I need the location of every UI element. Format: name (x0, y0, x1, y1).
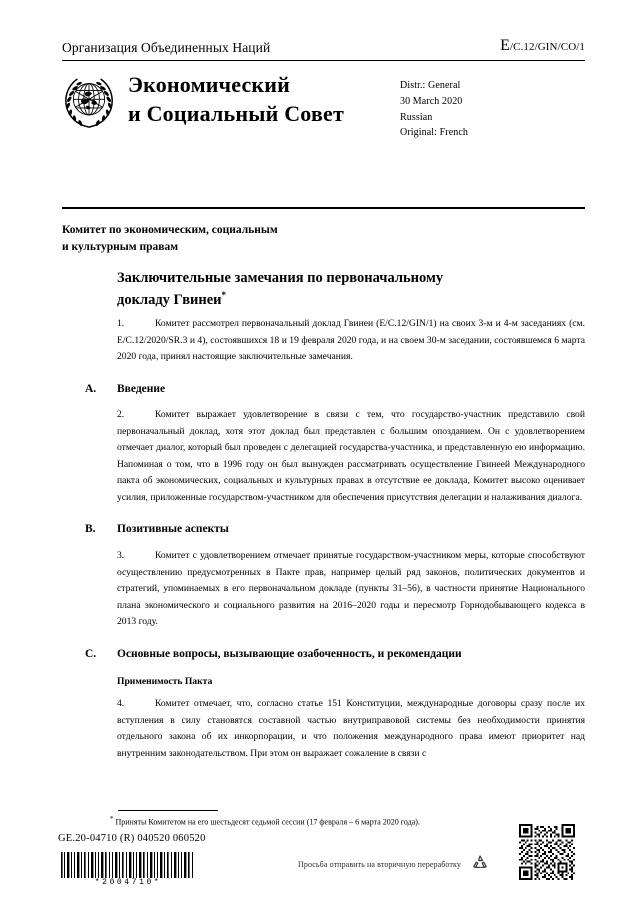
document-symbol-prefix: E (500, 37, 510, 54)
committee-name-line-2: и культурным правам (62, 240, 179, 253)
section-heading-a (62, 382, 585, 397)
recycle-notice: Просьба отправить на вторичную переработку (298, 860, 461, 869)
distribution-line-3: Original: French (400, 127, 468, 139)
section-heading-b (62, 522, 585, 537)
section-label-c: Основные вопросы, вызывающие озабоченность, и рекомендации (117, 647, 462, 660)
committee-name-line-1: Комитет по экономическим, социальным (62, 224, 278, 236)
document-symbol-suffix: /C.12/GIN/CO/1 (509, 41, 585, 53)
document-body (62, 316, 585, 772)
page-title-line-2 (117, 289, 547, 310)
footnote-text: Приняты Комитетом на его шестьдесят седьмой сессии (17 февраля – 6 марта 2020 года). (115, 817, 420, 827)
distribution-block (400, 78, 468, 141)
section-label-b: Позитивные аспекты (117, 523, 229, 536)
section-letter-b: B. (85, 523, 96, 536)
paragraph-number: 2. (117, 409, 125, 421)
page-title-line-2-text: докладу Гвинеи (117, 291, 222, 308)
document-symbol (500, 38, 585, 54)
paragraph-text: Комитет с удовлетворением отмечает принятые государством-участником меры, которые способствуют осуществлению предусмотренных в Пакте прав, например целый ряд законов, политических документов и стратегий, упоминаемых в его первоначальном докладе (пункты 31–56), в частности принятие Национального плана экономического и социального развития на 2016–2020 годы и пересмотр Горнодобывающего кодекса в 2013 году. (117, 550, 585, 628)
organization-name: Организация Объединенных Наций (62, 39, 271, 55)
committee-name (62, 222, 402, 255)
paragraph (62, 407, 585, 506)
ge-reference: GE.20-04710 (R) 040520 060520 (58, 833, 206, 844)
distribution-line-0: Distr.: General (400, 80, 461, 91)
masthead-title (128, 70, 378, 128)
un-emblem (60, 72, 118, 130)
recycling-icon (470, 853, 490, 873)
section-label-a: Введение (117, 382, 166, 395)
page-title (117, 268, 547, 310)
title-footnote-marker: * (221, 289, 227, 300)
barcode (58, 852, 198, 878)
paragraph (62, 548, 585, 631)
paragraph-number: 1. (117, 318, 125, 329)
paragraph-number: 4. (117, 698, 125, 710)
masthead-line-2: и Социальный Совет (128, 101, 345, 127)
page-title-line-1: Заключительные замечания по первоначальному (117, 270, 444, 286)
distribution-line-2: Russian (400, 111, 433, 123)
section-letter-a: A. (85, 382, 97, 395)
paragraph-text: Комитет отмечает, что, согласно статье 151 Конституции, международные договоры сразу после их вступления в силу становятся составной частью внутриправовой системы без необходимости принятия отдельного закона об их инкорпорации, и что положения международного права имеют приоритет над внутренним законодательством. При этом он выражает сожаление в связи с (117, 698, 585, 759)
distribution-line-1: 30 March 2020 (400, 95, 463, 107)
footnote-marker: * (110, 815, 114, 823)
footnote (110, 815, 550, 828)
qr-code (519, 824, 575, 880)
paragraph (62, 316, 585, 366)
masthead-line-1: Экономический (128, 72, 291, 97)
subsection-heading: Применимость Пакта (117, 675, 213, 687)
barcode-number: *2004710* (94, 878, 162, 887)
section-heading-c (62, 647, 585, 662)
header-top-row (62, 38, 585, 54)
footnote-divider (118, 810, 218, 811)
paragraph-text: Комитет выражает удовлетворение в связи с тем, что государство-участник представило свой первоначальный доклад, хотя этот доклад был представлен с большим опозданием. Он с удовлетворением отмечает диалог, который был проведен с делегацией государства-участника, и представленную ею информацию. Напоминая о том, что в 1996 году он был вынужден рассматривать осуществление Гвинеей Международного пакта об экономических, социальных и культурных правах в отсутствие ее доклада, Комитет высоко оценивает усилия, приложенные государством-участником для обеспечения присутствия делегации и налаживания диалога. (117, 409, 585, 503)
header-divider-thick (62, 207, 585, 209)
header-divider-thin (62, 60, 585, 61)
paragraph-text: Комитет рассмотрел первоначальный доклад Гвинеи (E/C.12/GIN/1) на своих 3-м и 4-м заседаниях (см. E/C.12/2020/SR.3 и 4), состоявшихся 18 и 19 февраля 2020 года, и на своем 30-м заседании, состоявшемся 6 марта 2020 года, принял настоящие заключительные замечания. (117, 318, 585, 362)
paragraph-number: 3. (117, 550, 125, 562)
section-letter-c: C. (85, 647, 97, 660)
paragraph (62, 696, 585, 762)
